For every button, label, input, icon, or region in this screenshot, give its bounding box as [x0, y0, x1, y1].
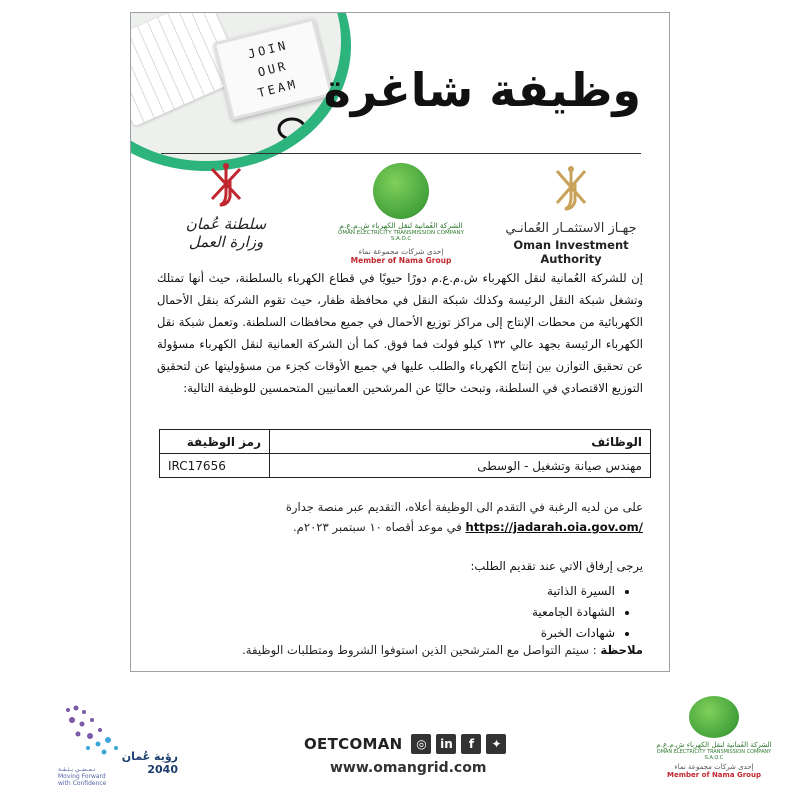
job-posting-card: [130, 12, 670, 672]
nama-group-ar: إحدى شركات مجموعة نماء: [358, 247, 444, 256]
nama-footer-en: Member of Nama Group: [667, 771, 761, 779]
lightbox-line: OUR: [256, 58, 290, 80]
oman-khanjar-emblem-icon: [549, 163, 593, 213]
application-instructions: [157, 497, 643, 537]
nama-group-en: Member of Nama Group: [350, 256, 452, 265]
oetc-name-ar: الشركة العُمانية لنقل الكهرباء ش.م.ع.م: [339, 221, 463, 230]
website-link[interactable]: www.omangrid.com: [330, 760, 487, 776]
vision-tagline-ar: نـمـضـي بـثـقـة: [58, 766, 96, 773]
oetc-globe-icon: [373, 163, 429, 219]
mol-line1: سلطنة عُمان: [185, 215, 267, 233]
note-text: : سيتم التواصل مع المترشحين الذين استوفوا الشروط ومتطلبات الوظيفة.: [242, 643, 597, 657]
social-links: [304, 734, 506, 754]
join-our-team-photo: [130, 12, 351, 171]
oia-name-ar: جهـاز الاستثمـار العُمانـي: [505, 221, 637, 236]
glasses-icon: [276, 116, 341, 142]
title-divider: [161, 153, 641, 154]
oetc-logo: [331, 163, 471, 265]
apply-deadline: في موعد أقصاه ١٠ سبتمبر ٢٠٢٣م.: [292, 520, 462, 534]
oetc-name-en: OMAN ELECTRICITY TRANSMISSION COMPANY S.A.O.C: [338, 230, 464, 242]
vision-title-ar: رؤية عُمان: [121, 750, 178, 763]
instagram-icon[interactable]: ◎: [411, 734, 431, 754]
nama-footer-ar: إحدى شركات مجموعة نماء: [674, 763, 754, 771]
oman-vision-2040-logo: [58, 700, 178, 785]
list-item: • الشهادة الجامعية: [157, 602, 615, 623]
list-item: • شهادات الخبرة: [157, 623, 615, 644]
apply-line1: على من لديه الرغبة في التقدم الى الوظيفة أعلاه، التقديم عبر منصة جدارة: [285, 500, 643, 514]
oetc-globe-icon: [689, 696, 739, 738]
note: [157, 643, 643, 657]
linkedin-icon[interactable]: in: [436, 734, 456, 754]
facebook-icon[interactable]: f: [461, 734, 481, 754]
vision-title: [118, 750, 178, 776]
requirements-section: [157, 559, 643, 644]
oia-name-en: Oman Investment Authority: [513, 238, 629, 266]
job-code-cell: IRC17656: [160, 454, 270, 478]
lightbox-line: TEAM: [256, 76, 300, 101]
list-item: • السيرة الذاتية: [157, 581, 615, 602]
lightbox-line: JOIN: [246, 37, 290, 62]
oia-logo: [491, 163, 651, 266]
vision-tagline: [58, 766, 106, 787]
table-header-row: [160, 430, 651, 454]
oman-khanjar-emblem-icon: [206, 161, 246, 209]
ministry-of-labour-logo: [171, 161, 281, 251]
mol-line2: وزارة العمل: [188, 233, 264, 251]
requirements-list: [157, 581, 643, 644]
oetc-footer-ar: الشركة العُمانية لنقل الكهرباء ش.م.ع.م: [656, 741, 772, 749]
company-intro-paragraph: إن للشركة العُمانية لنقل الكهرباء ش.م.ع.م دورًا حيويًا في قطاع الكهرباء بالسلطنة، حيث أنها تمتلك وتشغل شبكة النقل الرئيسة وكذلك شبكة النقل في محافظة ظفار، حيث تقوم الشركة بنقل الأحمال الكهربائية من محطات الإنتاج إلى مراكز توزيع الأحمال في جميع محافظات السلطنة. وتعمل شبكة نقل الكهرباء الرئيسة بجهد عالي ١٣٢ كيلو فولت فما فوق. كما أن الشركة العمانية لنقل الكهرباء مسؤولة عن تحقيق التوازن بين إنتاج الكهرباء والطلب عليها في جميع الأوقات كجزء من مسؤوليتها عن لتحقيق التوزيع الاقتصادي في السلطنة، وتبحث حاليًا عن المرشحين العمانيين المتحمسين للوظيفة التالية:: [157, 271, 643, 395]
vision-year: 2040: [147, 763, 178, 776]
lightbox-sign: [213, 18, 333, 121]
vision-tagline-en1: Moving Forward: [58, 773, 106, 780]
jobs-table: [159, 429, 651, 478]
oetc-footer-logo: [654, 696, 774, 779]
header-code: رمز الوظيفة: [160, 430, 270, 454]
table-row: [160, 454, 651, 478]
jadarah-link[interactable]: https://jadarah.oia.gov.om/: [465, 520, 643, 534]
note-label: ملاحظة: [600, 643, 643, 657]
oetc-footer-en: OMAN ELECTRICITY TRANSMISSION COMPANY S.A.O.C: [656, 749, 772, 761]
vision-tagline-en2: with Confidence: [58, 780, 107, 787]
twitter-icon[interactable]: ✦: [486, 734, 506, 754]
job-title-cell: مهندس صيانة وتشغيل - الوسطى: [270, 454, 651, 478]
header-job: الوظائف: [270, 430, 651, 454]
requirements-heading: يرجى إرفاق الاتي عند تقديم الطلب:: [470, 559, 643, 573]
page-title: وظيفة شاغرة: [323, 63, 641, 117]
social-handle: OETCOMAN: [304, 735, 403, 753]
